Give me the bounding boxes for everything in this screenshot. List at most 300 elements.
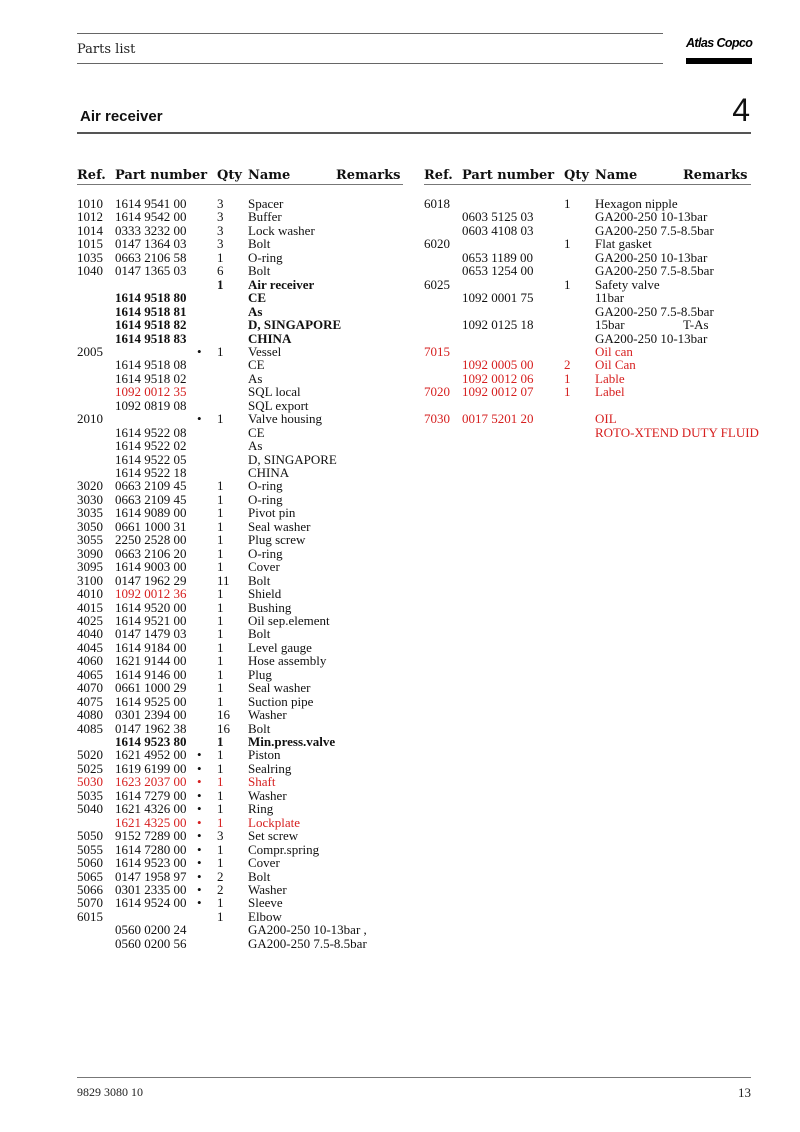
part-number-cell: 1614 9523 80 [115,734,187,749]
ref-cell: 7030 [424,411,450,427]
qty-cell: 3 [217,828,224,844]
ref-cell: 5040 [77,801,103,817]
table-row [0,641,800,654]
ref-cell: 5050 [77,828,103,844]
name-cell: GA200-250 7.5-8.5bar [595,303,714,319]
ref-cell: 6018 [424,196,450,211]
name-cell: SQL local [248,384,301,400]
name-cell: Spacer [248,196,284,211]
part-number-cell: 0663 2106 20 [115,545,187,561]
part-number-cell: 1621 4325 00 [115,814,187,830]
name-cell: Oil can [595,343,633,359]
left-header-ref: Ref. [77,168,106,183]
bullet-marker: • [197,747,202,763]
qty-cell: 1 [217,518,224,534]
part-number-cell: 1614 9523 00 [115,855,187,871]
name-cell: GA200-250 7.5-8.5bar [595,263,714,279]
qty-cell: 1 [217,532,224,548]
ref-cell: 5066 [77,881,103,897]
name-cell: Set screw [248,828,299,844]
table-row [0,560,800,573]
part-number-cell: 1614 9518 80 [115,290,187,306]
part-number-cell: 1619 6199 00 [115,760,187,776]
name-cell: Seal washer [248,680,311,696]
name-cell: Washer [248,881,287,897]
name-cell: GA200-250 7.5-8.5bar [595,222,714,238]
name-cell: O-ring [248,491,283,507]
table-row [0,614,800,627]
part-number-cell: 0603 4108 03 [462,222,534,238]
table-row [0,816,800,829]
part-number-cell: 1092 0125 18 [462,317,534,333]
qty-cell: 1 [217,505,224,521]
table-row [0,439,800,452]
qty-cell: 1 [217,599,224,615]
title-rule [77,132,751,134]
part-number-cell: 0147 1365 03 [115,263,187,279]
name-cell: O-ring [248,249,283,265]
qty-cell: 1 [217,545,224,561]
part-number-cell: 1092 0001 75 [462,290,534,306]
name-cell: Seal washer [248,518,311,534]
qty-cell: 1 [217,855,224,871]
left-header-part-number: Part number [115,168,208,183]
qty-cell: 1 [217,559,224,575]
bullet-marker: • [197,841,202,857]
part-number-cell: 1614 9522 08 [115,424,187,440]
ref-cell: 1012 [77,209,103,225]
qty-cell: 2 [564,357,571,373]
qty-cell: 1 [217,626,224,642]
name-cell: Bolt [248,572,271,588]
ref-cell: 5030 [77,774,103,790]
qty-cell: 1 [217,693,224,709]
table-row [0,237,800,250]
part-number-cell: 1614 9522 02 [115,438,187,454]
name-cell: CE [248,357,265,373]
part-number-cell: 1614 9524 00 [115,895,187,911]
name-cell: Bolt [248,720,271,736]
qty-cell: 2 [217,868,224,884]
qty-cell: 1 [564,276,571,292]
right-header-name: Name [595,168,638,183]
bullet-marker: • [197,828,202,844]
table-row [0,937,800,950]
remarks-cell: T-As [683,317,709,333]
part-number-cell: 1614 9146 00 [115,666,187,682]
ref-cell: 1010 [77,196,103,211]
part-number-cell: 0653 1189 00 [462,249,534,265]
part-number-cell: 1614 9522 05 [115,451,187,467]
ref-cell: 4065 [77,666,103,682]
table-row [0,896,800,909]
ref-cell: 3095 [77,559,103,575]
table-row [0,910,800,923]
qty-cell: 3 [217,196,224,211]
part-number-cell: 0147 1364 03 [115,236,187,252]
name-cell: Safety valve [595,276,660,292]
name-cell: Sleeve [248,895,283,911]
bullet-marker: • [197,774,202,790]
bullet-marker: • [197,895,202,911]
name-cell: GA200-250 10-13bar [595,249,708,265]
part-number-cell: 0603 5125 03 [462,209,534,225]
part-number-cell: 0147 1962 38 [115,720,187,736]
qty-cell: 1 [217,276,224,292]
ref-cell: 2005 [77,343,103,359]
table-row [0,372,800,385]
table-row [0,574,800,587]
right-header-part-number: Part number [462,168,555,183]
qty-cell: 1 [217,774,224,790]
table-row [0,426,800,439]
part-number-cell: 1614 9518 83 [115,330,187,346]
qty-cell: 1 [217,612,224,628]
ref-cell: 5035 [77,787,103,803]
part-number-cell: 1092 0005 00 [462,357,534,373]
part-number-cell: 1621 4952 00 [115,747,187,763]
name-cell: Valve housing [248,411,323,427]
qty-cell: 1 [217,747,224,763]
name-cell: Shield [248,586,282,602]
table-row [0,520,800,533]
qty-cell: 1 [217,908,224,924]
name-cell: Bushing [248,599,292,615]
name-cell: As [248,370,263,386]
qty-cell: 16 [217,720,230,736]
part-number-cell: 1092 0819 08 [115,397,187,413]
part-number-cell: 1614 9518 02 [115,370,187,386]
part-number-cell: 0333 3232 00 [115,222,187,238]
part-number-cell: 9152 7289 00 [115,828,187,844]
ref-cell: 5070 [77,895,103,911]
table-row [0,251,800,264]
ref-cell: 6015 [77,908,103,924]
part-number-cell: 0147 1958 97 [115,868,187,884]
ref-cell: 1014 [77,222,103,238]
table-row [0,762,800,775]
ref-cell: 3100 [77,572,103,588]
ref-cell: 3020 [77,478,103,494]
name-cell: 11bar [595,290,625,306]
qty-cell: 1 [217,639,224,655]
part-number-cell: 1092 0012 36 [115,586,187,602]
name-cell: Bolt [248,626,271,642]
table-row [0,789,800,802]
table-row [0,332,800,345]
part-number-cell: 1614 9003 00 [115,559,187,575]
qty-cell: 3 [217,209,224,225]
qty-cell: 1 [564,370,571,386]
name-cell: CE [248,290,267,306]
table-row [0,668,800,681]
ref-cell: 6020 [424,236,450,252]
ref-cell: 3030 [77,491,103,507]
part-number-cell: 0663 2109 45 [115,478,187,494]
part-number-cell: 1614 9518 81 [115,303,187,319]
name-cell: Min.press.valve [248,734,336,749]
table-row [0,412,800,425]
page-number: 13 [738,1085,751,1100]
part-number-cell: 0147 1479 03 [115,626,187,642]
name-cell: O-ring [248,545,283,561]
name-cell: Oil sep.element [248,612,330,628]
ref-cell: 3050 [77,518,103,534]
name-cell: OIL [595,411,617,427]
name-cell: Ring [248,801,274,817]
bullet-marker: • [197,814,202,830]
qty-cell: 1 [217,787,224,803]
logo-bar [686,58,752,64]
name-cell: ROTO-XTEND DUTY FLUID [595,424,759,440]
table-row [0,466,800,479]
table-row [0,708,800,721]
bullet-marker: • [197,881,202,897]
name-cell: Pivot pin [248,505,296,521]
left-header-qty: Qty [217,168,242,183]
table-row [0,385,800,398]
table-row [0,870,800,883]
qty-cell: 1 [217,411,224,427]
part-number-cell: 0560 0200 56 [115,935,187,951]
footer-rule [77,1077,751,1078]
qty-cell: 1 [217,653,224,669]
qty-cell: 3 [217,222,224,238]
part-number-cell: 1614 9518 82 [115,317,187,333]
atlas-copco-logo [686,36,752,66]
part-number-cell: 0147 1962 29 [115,572,187,588]
table-row [0,453,800,466]
bullet-marker: • [197,343,202,359]
part-number-cell: 1092 0012 06 [462,370,534,386]
qty-cell: 1 [217,814,224,830]
qty-cell: 3 [217,236,224,252]
part-number-cell: 1614 9184 00 [115,639,187,655]
bullet-marker: • [197,760,202,776]
qty-cell: 1 [564,236,571,252]
part-number-cell: 0301 2335 00 [115,881,187,897]
left-header-name: Name [248,168,291,183]
part-number-cell: 1614 7280 00 [115,841,187,857]
ref-cell: 4070 [77,680,103,696]
part-number-cell: 0661 1000 29 [115,680,187,696]
table-row [0,802,800,815]
name-cell: 15bar [595,317,625,333]
bullet-marker: • [197,868,202,884]
ref-cell: 5060 [77,855,103,871]
ref-cell: 4060 [77,653,103,669]
name-cell: Sealring [248,760,292,776]
part-number-cell: 0663 2106 58 [115,249,187,265]
name-cell: D, SINGAPORE [248,317,342,333]
qty-cell: 1 [217,760,224,776]
name-cell: Bolt [248,868,271,884]
part-number-cell: 1614 9522 18 [115,465,187,480]
name-cell: CE [248,424,265,440]
table-row [0,224,800,237]
name-cell: Lable [595,370,625,386]
name-cell: Bolt [248,236,271,252]
bullet-marker: • [197,855,202,871]
header-section-label: Parts list [77,42,136,57]
name-cell: SQL export [248,397,309,413]
table-row [0,775,800,788]
ref-cell: 4025 [77,612,103,628]
qty-cell: 1 [217,895,224,911]
part-number-cell: 0560 0200 24 [115,922,187,938]
ref-cell: 4085 [77,720,103,736]
part-number-cell: 1614 9542 00 [115,209,187,225]
name-cell: GA200-250 10-13bar , [248,922,367,938]
table-row [0,654,800,667]
part-number-cell: 0653 1254 00 [462,263,534,279]
table-row [0,533,800,546]
ref-cell: 5025 [77,760,103,776]
ref-cell: 3055 [77,532,103,548]
ref-cell: 5055 [77,841,103,857]
qty-cell: 11 [217,572,230,588]
name-cell: Plug screw [248,532,306,548]
name-cell: As [248,438,263,454]
part-number-cell: 0017 5201 20 [462,411,534,427]
name-cell: Vessel [248,343,282,359]
table-row [0,843,800,856]
header-rule-bottom [77,63,663,64]
qty-cell: 1 [217,734,224,749]
part-number-cell: 1092 0012 35 [115,384,187,400]
table-row [0,399,800,412]
chapter-number: 4 [732,92,750,128]
table-row [0,735,800,748]
table-row [0,601,800,614]
qty-cell: 1 [217,343,224,359]
table-row [0,493,800,506]
table-row [0,345,800,358]
table-row [0,278,800,291]
name-cell: Suction pipe [248,693,314,709]
part-number-cell: 0301 2394 00 [115,707,187,723]
part-number-cell: 1614 9525 00 [115,693,187,709]
ref-cell: 7015 [424,343,450,359]
table-row [0,923,800,936]
name-cell: O-ring [248,478,283,494]
part-number-cell: 1614 9089 00 [115,505,187,521]
table-row [0,197,800,210]
ref-cell: 1015 [77,236,103,252]
qty-cell: 1 [217,491,224,507]
qty-cell: 1 [217,586,224,602]
name-cell: CHINA [248,465,290,480]
ref-cell: 4010 [77,586,103,602]
name-cell: Washer [248,707,287,723]
ref-cell: 4080 [77,707,103,723]
qty-cell: 16 [217,707,230,723]
name-cell: Oil Can [595,357,636,373]
part-number-cell: 1092 0012 07 [462,384,534,400]
name-cell: Air receiver [248,276,315,292]
ref-cell: 2010 [77,411,103,427]
table-row [0,627,800,640]
part-number-cell: 0663 2109 45 [115,491,187,507]
left-header-remarks: Remarks [336,168,401,183]
ref-cell: 3035 [77,505,103,521]
table-row [0,291,800,304]
qty-cell: 1 [217,478,224,494]
qty-cell: 2 [217,881,224,897]
table-row [0,210,800,223]
table-row [0,681,800,694]
table-row [0,829,800,842]
name-cell: GA200-250 7.5-8.5bar [248,935,367,951]
table-row [0,305,800,318]
part-number-cell: 1621 4326 00 [115,801,187,817]
name-cell: Hose assembly [248,653,327,669]
name-cell: Bolt [248,263,271,279]
name-cell: GA200-250 10-13bar [595,330,708,346]
ref-cell: 4015 [77,599,103,615]
brand-logo-text: Atlas Copco [686,36,753,50]
name-cell: Cover [248,855,280,871]
table-row [0,358,800,371]
table-row [0,748,800,761]
name-cell: GA200-250 10-13bar [595,209,708,225]
name-cell: As [248,303,263,319]
name-cell: Plug [248,666,272,682]
part-number-cell: 1614 9520 00 [115,599,187,615]
table-row [0,506,800,519]
table-row [0,856,800,869]
part-number-cell: 1614 9541 00 [115,196,187,211]
qty-cell: 1 [217,841,224,857]
document-number: 9829 3080 10 [77,1085,143,1099]
name-cell: Lockplate [248,814,300,830]
part-number-cell: 1623 2037 00 [115,774,187,790]
qty-cell: 1 [217,680,224,696]
qty-cell: 1 [217,801,224,817]
section-title: Air receiver [80,108,163,125]
part-number-cell: 1614 7279 00 [115,787,187,803]
ref-cell: 3090 [77,545,103,561]
right-header-ref: Ref. [424,168,453,183]
name-cell: Washer [248,787,287,803]
ref-cell: 4045 [77,639,103,655]
name-cell: Piston [248,747,281,763]
part-number-cell: 1614 9518 08 [115,357,187,373]
ref-cell: 7020 [424,384,450,400]
name-cell: Lock washer [248,222,315,238]
header-rule-top [77,33,663,34]
qty-cell: 1 [564,196,571,211]
table-row [0,695,800,708]
name-cell: Label [595,384,625,400]
qty-cell: 1 [564,384,571,400]
part-number-cell: 1621 9144 00 [115,653,187,669]
name-cell: Shaft [248,774,276,790]
name-cell: Cover [248,559,280,575]
table-row [0,479,800,492]
table-row [0,722,800,735]
table-row [0,547,800,560]
part-number-cell: 2250 2528 00 [115,532,187,548]
qty-cell: 1 [217,666,224,682]
ref-cell: 1040 [77,263,103,279]
right-header-rule [424,184,751,185]
name-cell: Level gauge [248,639,312,655]
ref-cell: 4075 [77,693,103,709]
part-number-cell: 0661 1000 31 [115,518,187,534]
right-header-qty: Qty [564,168,589,183]
name-cell: D, SINGAPORE [248,451,337,467]
